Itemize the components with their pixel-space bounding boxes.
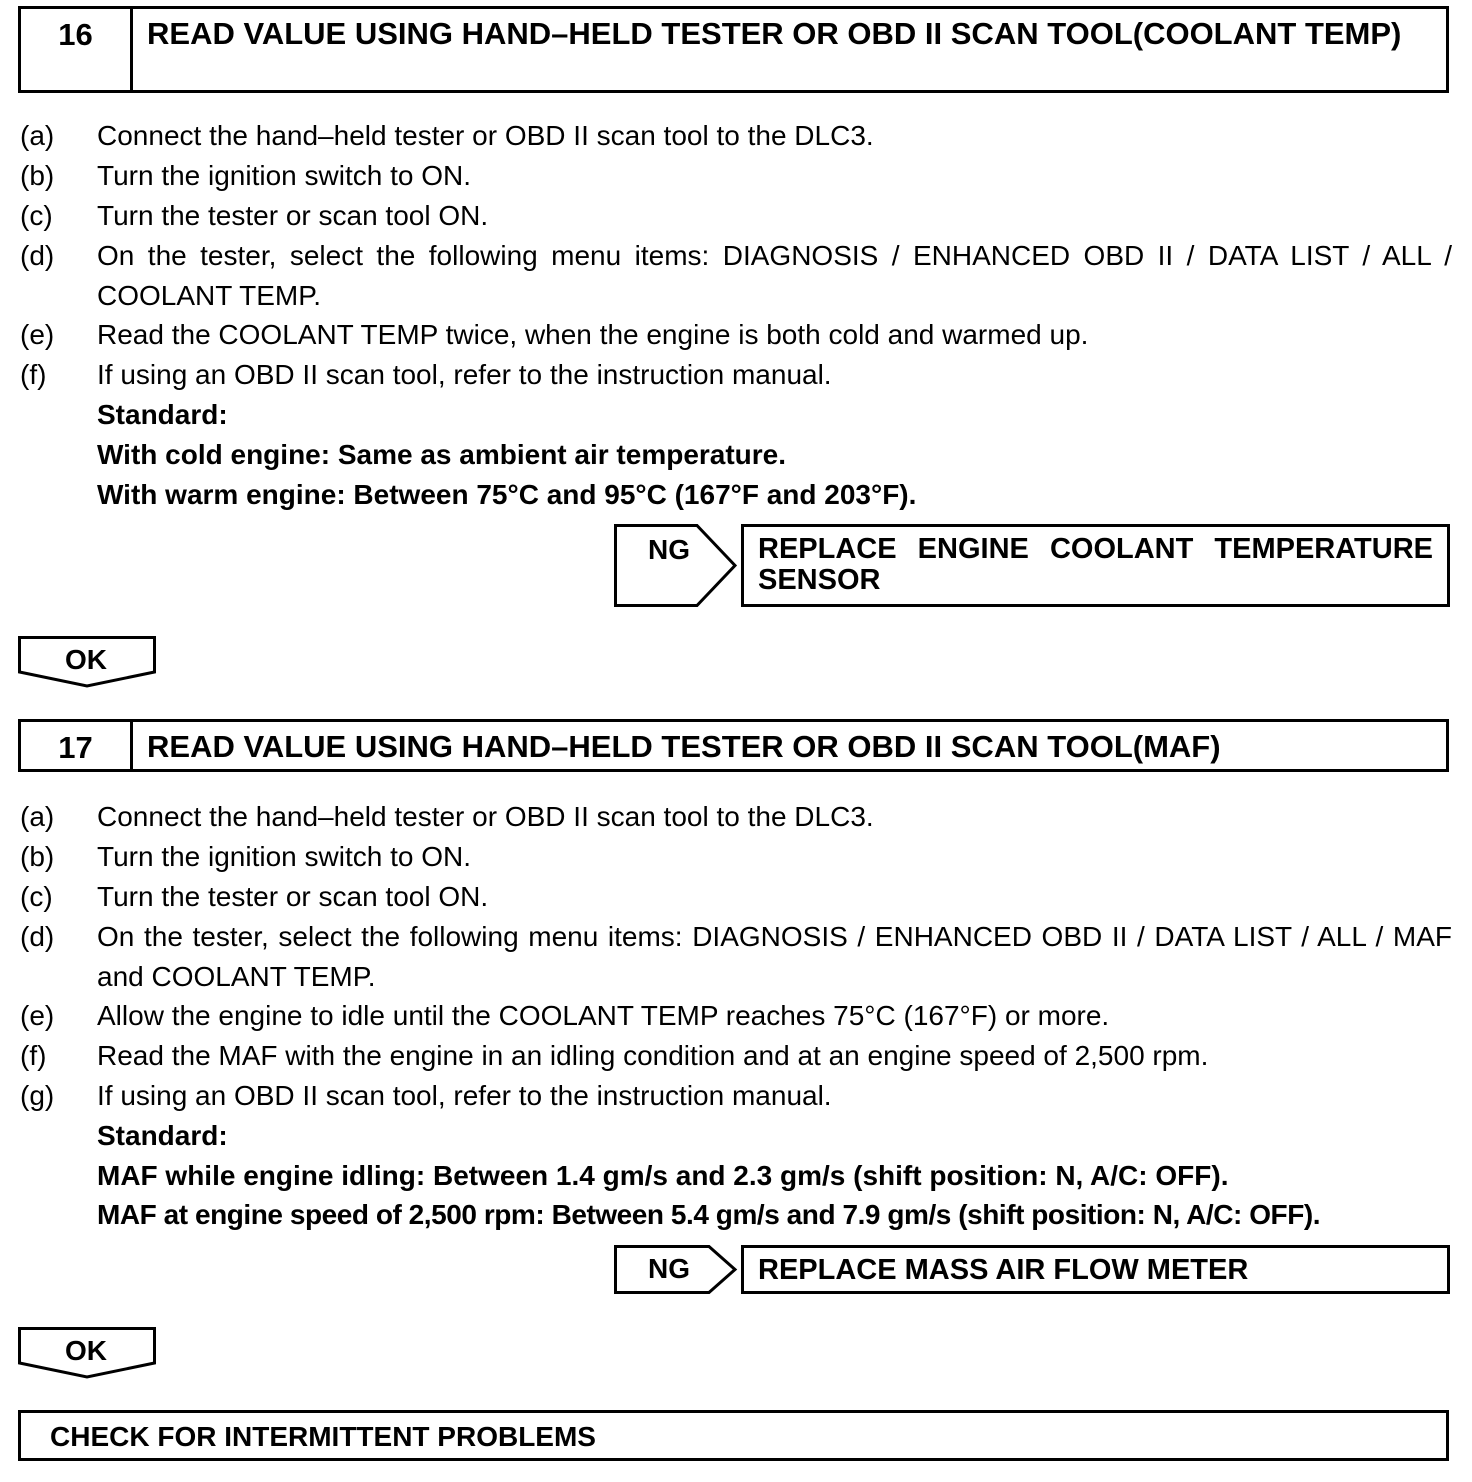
- instruction-letter: (d): [20, 240, 55, 271]
- instruction-letter: (b): [20, 841, 55, 872]
- standard-label: Standard:: [97, 399, 228, 430]
- step-number: 17: [21, 722, 133, 769]
- instruction-text: Read the MAF with the engine in an idling condition and at an engine speed of 2,500 rpm.: [97, 1040, 1209, 1071]
- instruction-letter: (c): [20, 881, 53, 912]
- ng-result-box: REPLACE ENGINE COOLANT TEMPERATURE SENSOR: [741, 524, 1450, 607]
- ng-branch: [614, 1245, 1450, 1294]
- instruction-text: If using an OBD II scan tool, refer to the instruction manual.: [97, 1080, 832, 1111]
- instruction-text: If using an OBD II scan tool, refer to the instruction manual.: [97, 359, 832, 390]
- instruction-text: Turn the ignition switch to ON.: [97, 160, 472, 191]
- instruction-text: On the tester, select the following menu items: DIAGNOSIS / ENHANCED OBD II / DATA LIST / ALL / COOLANT TEMP.: [97, 240, 1452, 311]
- instruction-text: Turn the tester or scan tool ON.: [97, 200, 489, 231]
- ng-label: NG: [648, 1253, 690, 1284]
- instruction-letter: (e): [20, 319, 55, 350]
- final-step-box: CHECK FOR INTERMITTENT PROBLEMS: [18, 1410, 1449, 1461]
- instruction-text: Connect the hand–held tester or OBD II scan tool to the DLC3.: [97, 801, 874, 832]
- instruction-text: Connect the hand–held tester or OBD II scan tool to the DLC3.: [97, 120, 874, 151]
- ok-label: OK: [65, 644, 107, 675]
- instruction-text: Turn the ignition switch to ON.: [97, 841, 472, 872]
- instruction-letter: (e): [20, 1000, 55, 1031]
- ng-result-box: REPLACE MASS AIR FLOW METER: [741, 1245, 1450, 1294]
- instruction-text: On the tester, select the following menu items: DIAGNOSIS / ENHANCED OBD II / DATA LIST / ALL / MAF and COOLANT TEMP.: [97, 921, 1452, 992]
- step-title: READ VALUE USING HAND–HELD TESTER OR OBD II SCAN TOOL(COOLANT TEMP): [147, 16, 1402, 51]
- step-number: 16: [21, 9, 133, 90]
- instruction-letter: (a): [20, 120, 55, 151]
- ok-branch: [18, 1327, 156, 1379]
- step-17-header: [18, 719, 1449, 772]
- standard-label: Standard:: [97, 1120, 228, 1151]
- standard-value: MAF at engine speed of 2,500 rpm: Between 5.4 gm/s and 7.9 gm/s (shift position: N, A/C: OFF).: [97, 1199, 1321, 1230]
- ng-branch: [614, 524, 1450, 607]
- instruction-letter: (a): [20, 801, 55, 832]
- instruction-text: Read the COOLANT TEMP twice, when the engine is both cold and warmed up.: [97, 319, 1089, 350]
- instruction-letter: (f): [20, 359, 47, 390]
- instruction-letter: (d): [20, 921, 55, 952]
- ng-label: NG: [648, 534, 690, 565]
- instruction-letter: (f): [20, 1040, 47, 1071]
- step-16-header: [18, 6, 1449, 93]
- instruction-text: Allow the engine to idle until the COOLANT TEMP reaches 75°C (167°F) or more.: [97, 1000, 1110, 1031]
- instruction-letter: (g): [20, 1080, 55, 1111]
- standard-value: With cold engine: Same as ambient air temperature.: [97, 439, 787, 470]
- instruction-text: Turn the tester or scan tool ON.: [97, 881, 489, 912]
- instruction-letter: (b): [20, 160, 55, 191]
- standard-value: MAF while engine idling: Between 1.4 gm/s and 2.3 gm/s (shift position: N, A/C: OFF).: [97, 1160, 1229, 1191]
- standard-value: With warm engine: Between 75°C and 95°C (167°F and 203°F).: [97, 479, 917, 510]
- ok-label: OK: [65, 1335, 107, 1366]
- ok-branch: [18, 636, 156, 688]
- step-title: READ VALUE USING HAND–HELD TESTER OR OBD II SCAN TOOL(MAF): [147, 729, 1221, 764]
- instruction-letter: (c): [20, 200, 53, 231]
